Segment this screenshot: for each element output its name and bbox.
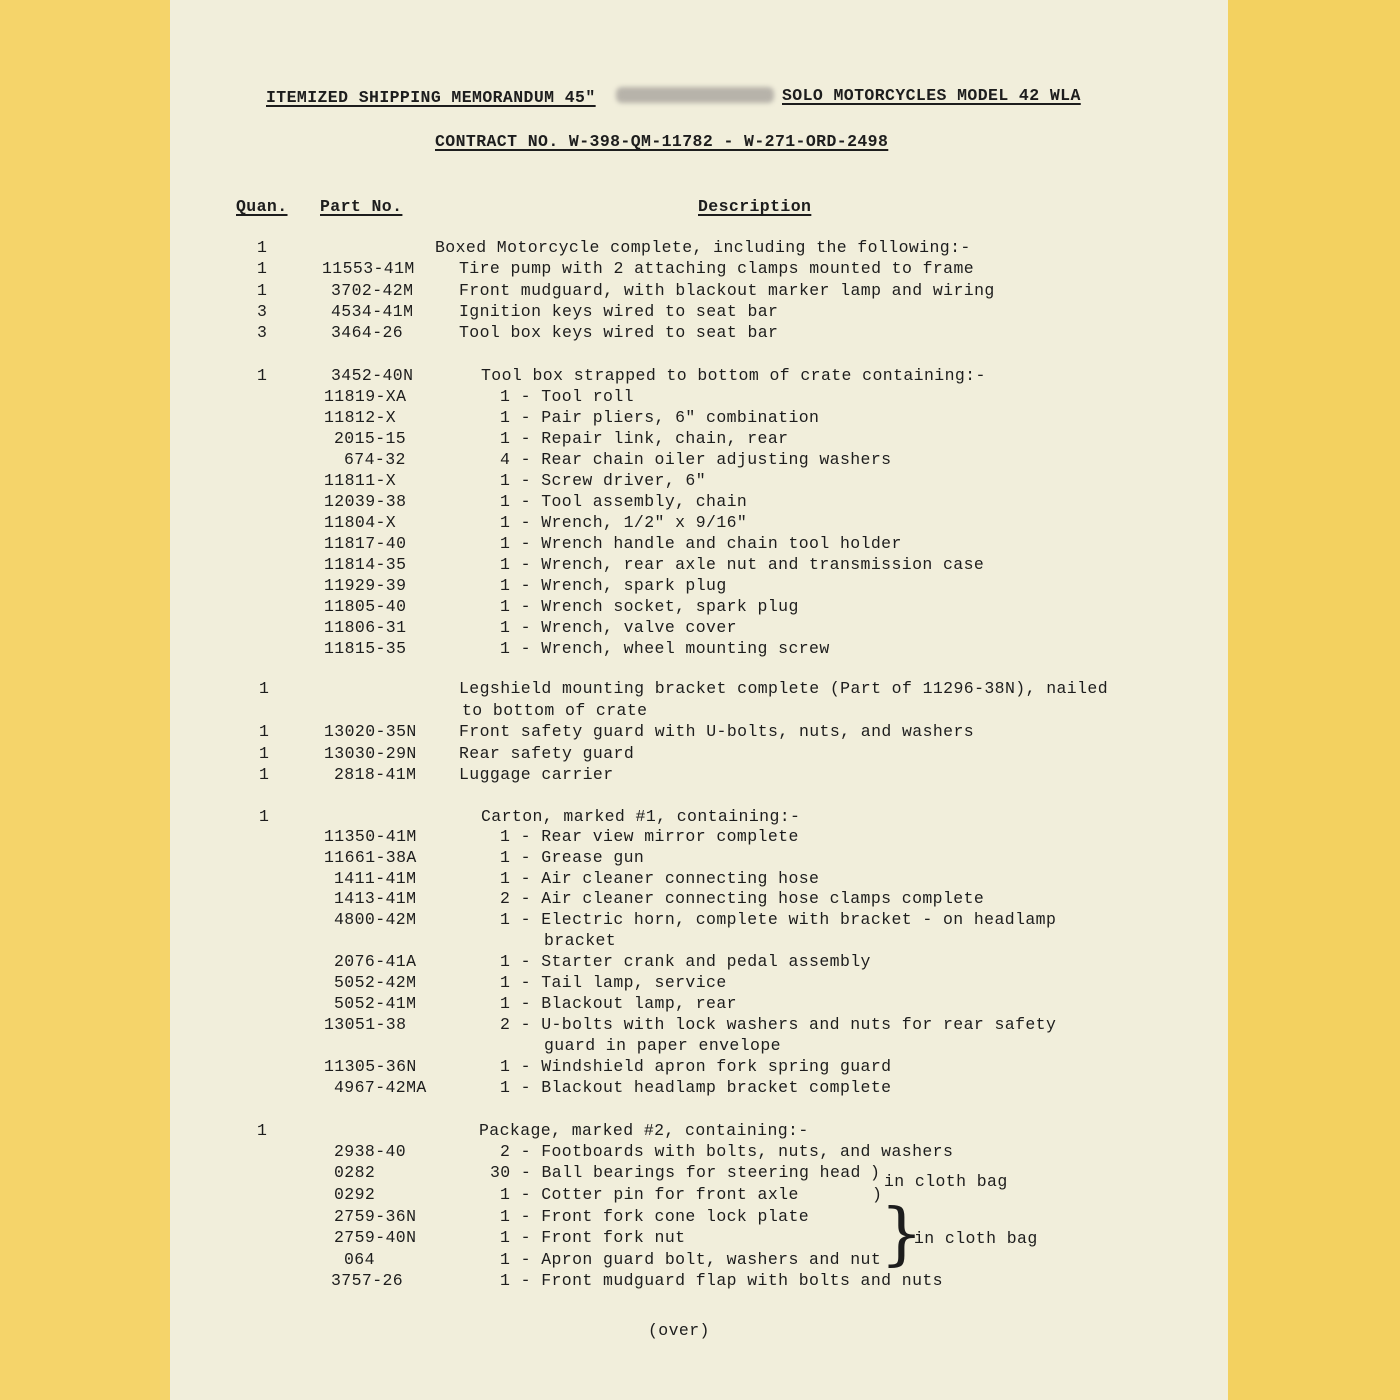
column-header-quan: Quan. bbox=[236, 197, 288, 216]
over-note: (over) bbox=[648, 1321, 710, 1340]
cloth-bag-note-2: in cloth bag bbox=[914, 1229, 1038, 1248]
bracket-mark: ) bbox=[870, 1163, 881, 1182]
curly-brace-mark: } bbox=[880, 1195, 924, 1274]
redacted-text bbox=[616, 87, 774, 103]
memo-title-left: ITEMIZED SHIPPING MEMORANDUM 45" bbox=[266, 88, 596, 107]
cloth-bag-note-1: in cloth bag bbox=[884, 1172, 1008, 1191]
contract-number: CONTRACT NO. W-398-QM-11782 - W-271-ORD-2498 bbox=[435, 132, 889, 151]
bracket-mark: ) bbox=[872, 1185, 883, 1204]
column-header-part: Part No. bbox=[320, 197, 403, 216]
memo-title-right: SOLO MOTORCYCLES MODEL 42 WLA bbox=[782, 86, 1081, 105]
background-left bbox=[0, 0, 170, 1400]
background-right bbox=[1228, 0, 1400, 1400]
column-header-description: Description bbox=[698, 197, 812, 216]
